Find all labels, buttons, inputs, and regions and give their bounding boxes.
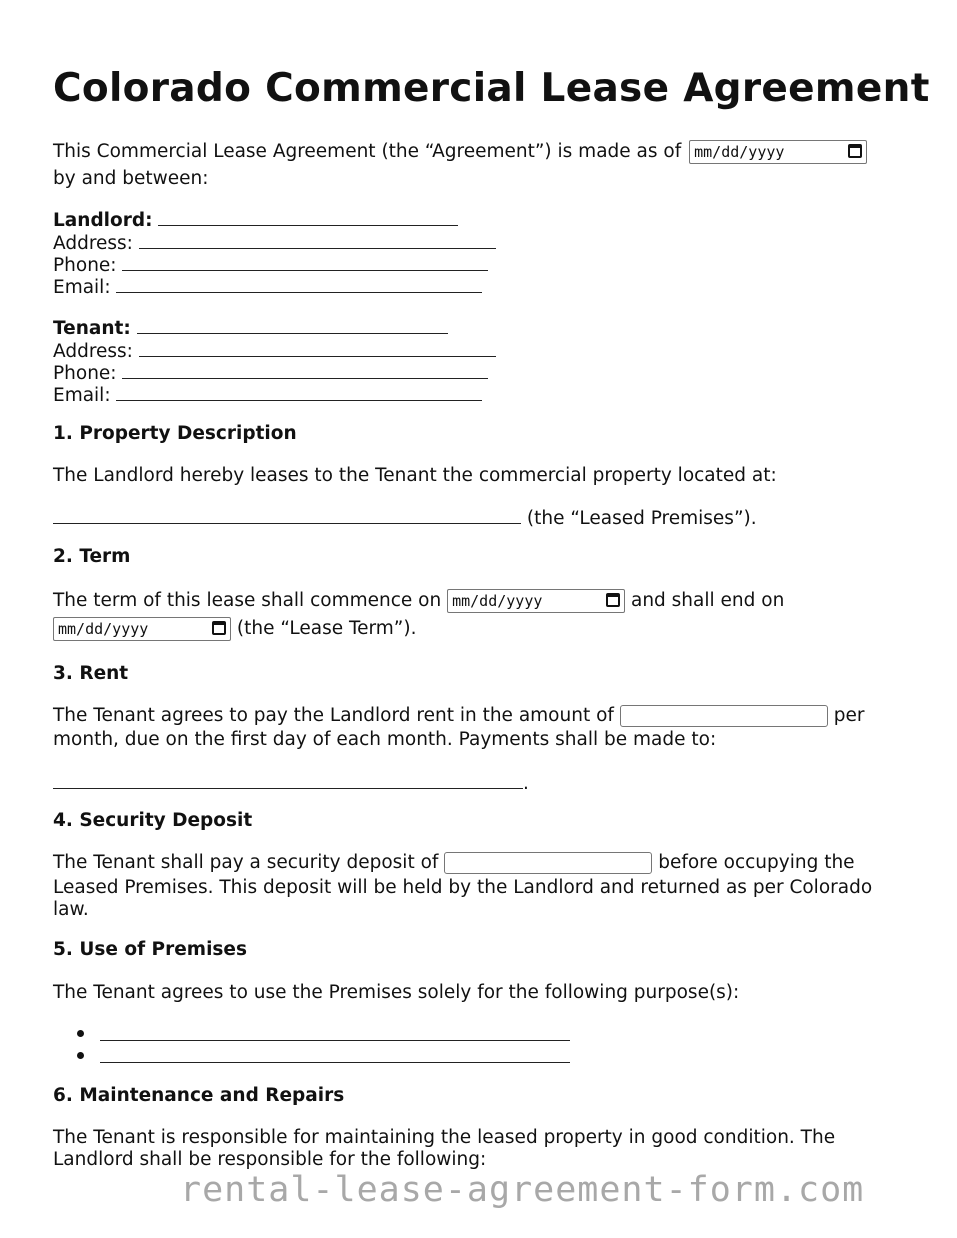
landlord-phone-label: Phone: <box>53 255 117 276</box>
landlord-name-line[interactable] <box>158 207 458 226</box>
landlord-email-label: Email: <box>53 277 111 298</box>
payment-recipient-line[interactable] <box>53 770 523 789</box>
deposit-text-after: before occupying the <box>658 852 855 873</box>
rent-text-after: per <box>833 705 865 726</box>
agreement-date-placeholder: mm/dd/yyyy <box>694 143 785 161</box>
purpose-line-1[interactable] <box>100 1022 570 1041</box>
calendar-icon[interactable] <box>212 621 226 635</box>
deposit-text-before: The Tenant shall pay a security deposit of <box>53 852 439 873</box>
section-5-heading: 5. Use of Premises <box>53 939 247 960</box>
list-item <box>53 1044 570 1066</box>
list-item <box>53 1022 570 1044</box>
term-end-placeholder: mm/dd/yyyy <box>58 620 149 638</box>
intro-line <box>53 140 867 164</box>
section-1-text: The Landlord hereby leases to the Tenant the commercial property located at: <box>53 465 777 486</box>
tenant-email-line[interactable] <box>116 382 482 401</box>
tenant-name-line[interactable] <box>137 315 448 334</box>
term-end-row <box>53 617 417 641</box>
landlord-phone-line[interactable] <box>122 252 488 271</box>
tenant-label: Tenant: <box>53 318 131 339</box>
term-text-middle: and shall end on <box>630 590 785 611</box>
section-4-heading: 4. Security Deposit <box>53 810 253 831</box>
website-watermark: rental-lease-agreement-form.com <box>180 1170 865 1210</box>
purpose-line-2[interactable] <box>100 1044 570 1063</box>
rent-text-before: The Tenant agrees to pay the Landlord rent in the amount of <box>53 705 614 726</box>
section-1-heading: 1. Property Description <box>53 423 297 444</box>
rent-line-2: month, due on the first day of each month. Payments shall be made to: <box>53 729 717 750</box>
intro-text: This Commercial Lease Agreement (the “Agreement”) is made as of <box>53 141 682 162</box>
section-6-heading: 6. Maintenance and Repairs <box>53 1085 345 1106</box>
agreement-date-input[interactable] <box>689 140 867 164</box>
deposit-line-2: Leased Premises. This deposit will be held by the Landlord and returned as per Colorado <box>53 877 873 898</box>
landlord-label: Landlord: <box>53 210 153 231</box>
leased-premises-suffix: (the “Leased Premises”). <box>526 508 757 529</box>
section-1-address-row <box>53 505 757 531</box>
rent-row <box>53 704 864 728</box>
landlord-email-line[interactable] <box>116 274 482 293</box>
section-2-heading: 2. Term <box>53 546 131 567</box>
tenant-address-label: Address: <box>53 341 133 362</box>
term-text-before: The term of this lease shall commence on <box>53 590 442 611</box>
section-6-line-1: The Tenant is responsible for maintaining the leased property in good condition. The <box>53 1127 836 1148</box>
section-3-heading: 3. Rent <box>53 663 129 684</box>
calendar-icon[interactable] <box>848 144 862 158</box>
term-end-date-input[interactable] <box>53 617 231 641</box>
intro-by-between: by and between: <box>53 168 209 189</box>
landlord-address-label: Address: <box>53 233 133 254</box>
term-start-row <box>53 589 784 613</box>
payment-line-suffix: . <box>523 773 529 794</box>
term-start-placeholder: mm/dd/yyyy <box>452 592 543 610</box>
property-address-line[interactable] <box>53 505 521 524</box>
section-5-text: The Tenant agrees to use the Premises solely for the following purpose(s): <box>53 982 740 1003</box>
section-6-line-2: Landlord shall be responsible for the following: <box>53 1149 487 1170</box>
security-deposit-input[interactable] <box>444 852 652 874</box>
tenant-phone-line[interactable] <box>122 360 488 379</box>
tenant-address-line[interactable] <box>139 338 496 357</box>
deposit-row <box>53 851 855 875</box>
tenant-email-label: Email: <box>53 385 111 406</box>
term-text-after: (the “Lease Term”). <box>236 618 417 639</box>
tenant-phone-label: Phone: <box>53 363 117 384</box>
calendar-icon[interactable] <box>606 593 620 607</box>
rent-amount-input[interactable] <box>620 705 828 727</box>
deposit-line-3: law. <box>53 899 89 920</box>
document-title: Colorado Commercial Lease Agreement <box>53 66 930 111</box>
landlord-address-line[interactable] <box>139 230 496 249</box>
tenant-email-row <box>53 382 482 408</box>
payment-recipient-row <box>53 770 529 796</box>
term-start-date-input[interactable] <box>447 589 625 613</box>
purpose-list <box>53 1022 570 1066</box>
landlord-email-row <box>53 274 482 300</box>
